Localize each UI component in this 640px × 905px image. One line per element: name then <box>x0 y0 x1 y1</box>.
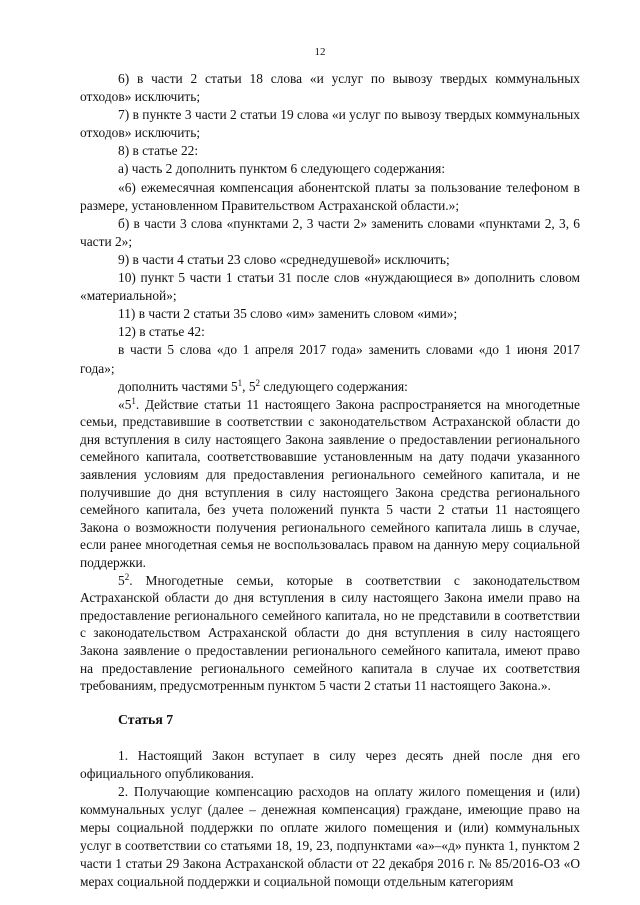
article-7-paragraph-2: 2. Получающие компенсацию расходов на оплату жилого помещения и (или) коммунальных услуг (далее – денежная компенсация) граждане, имеющие право на меры социальной поддержки по оплате жилого помещения и (или) коммунальных услуг в соответствии со статьями 18, 19, 23, подпунктами «а»–«д» пункта 1, пунктом 2 части 1 статьи 29 Закона Астраханской области от 22 декабря 2016 г. № 85/2016-ОЗ «О мерах социальной поддержки и социальной помощи отдельным категориям <box>80 783 580 890</box>
paragraph-amend-8a: а) часть 2 дополнить пунктом 6 следующего содержания: <box>118 161 446 177</box>
paragraph-amend-9: 9) в части 4 статьи 23 слово «среднедушевой» исключить; <box>118 251 450 267</box>
paragraph-amend-12-part5: в части 5 слова «до 1 апреля 2017 года» заменить словами «до 1 июня 2017 года»; <box>80 342 580 376</box>
superscript: 2 <box>124 571 130 582</box>
article-7-heading: Статья 7 <box>118 711 174 727</box>
paragraph-part-5-2: $5^2$. Многодетные семьи, которые в соответствии с законодательством Астраханской области до дня вступления в силу настоящего Закона имели право на предоставление регионального семейного капитала, но не представили в соответствии с законодательством Астраханской области до дня вступления в силу настоящего Закона заявление о предоставлении регионального семейного капитала, имеют право на предоставление регионального семейного капитала в случае их соответствия требованиям, предусмотренным пунктом 5 части 2 статьи 11 настоящего Закона.». <box>80 571 580 694</box>
paragraph-amend-10: 10) пункт 5 части 1 статьи 31 после слов «нуждающиеся в» дополнить словом «материальной»; <box>80 270 580 304</box>
paragraph-amend-11: 11) в части 2 статьи 35 слово «им» заменить словом «ими»; <box>118 306 458 322</box>
paragraph-amend-12: 12) в статье 42: <box>118 324 205 340</box>
page-number: 12 <box>314 46 326 58</box>
paragraph-part-5-1: «$5^1$. Действие статьи 11 настоящего Закона распространяется на многодетные семьи, представившие в соответствии с законодательством Астраханской области до дня вступления в силу настоящего Закона заявление о предоставлении регионального семейного капитала, соответствовавшие установленным на дату подачи указанного заявления условиям для предоставления регионального семейного капитала, и не получившие до дня вступления в силу настоящего Закона средства регионального семейного капитала, без учета положений пункта 5 части 2 статьи 11 настоящего Закона о возможности получения регионального семейного капитала лишь в случае, если ранее многодетная семья не воспользовалась правом на данную меру социальной поддержки. <box>80 395 580 571</box>
paragraph-amend-8b: б) в части 3 слова «пунктами 2, 3 части 2» заменить словами «пунктами 2, 3, 6 части 2»; <box>80 215 580 249</box>
paragraph-amend-8: 8) в статье 22: <box>118 143 199 159</box>
paragraph-amend-12-add-parts: дополнить частями $5^1$, $5^2$ следующего содержания: <box>118 377 408 394</box>
paragraph-amend-7: 7) в пункте 3 части 2 статьи 19 слова «и услуг по вывозу твердых коммунальных отходов» исключить; <box>80 107 580 141</box>
superscript: 2 <box>255 377 261 388</box>
superscript: 1 <box>131 395 136 406</box>
paragraph-amend-8a-text: «6) ежемесячная компенсация абонентской платы за пользование телефоном в размере, установленном Правительством Астраханской области.»; <box>80 179 580 213</box>
paragraph-amend-6: 6) в части 2 статьи 18 слова «и услуг по вывозу твердых коммунальных отходов» исключить; <box>80 71 580 105</box>
article-7-paragraph-1: 1. Настоящий Закон вступает в силу через десять дней после дня его официального опубликования. <box>80 747 580 781</box>
document-body <box>80 70 580 892</box>
superscript: 1 <box>237 377 243 388</box>
